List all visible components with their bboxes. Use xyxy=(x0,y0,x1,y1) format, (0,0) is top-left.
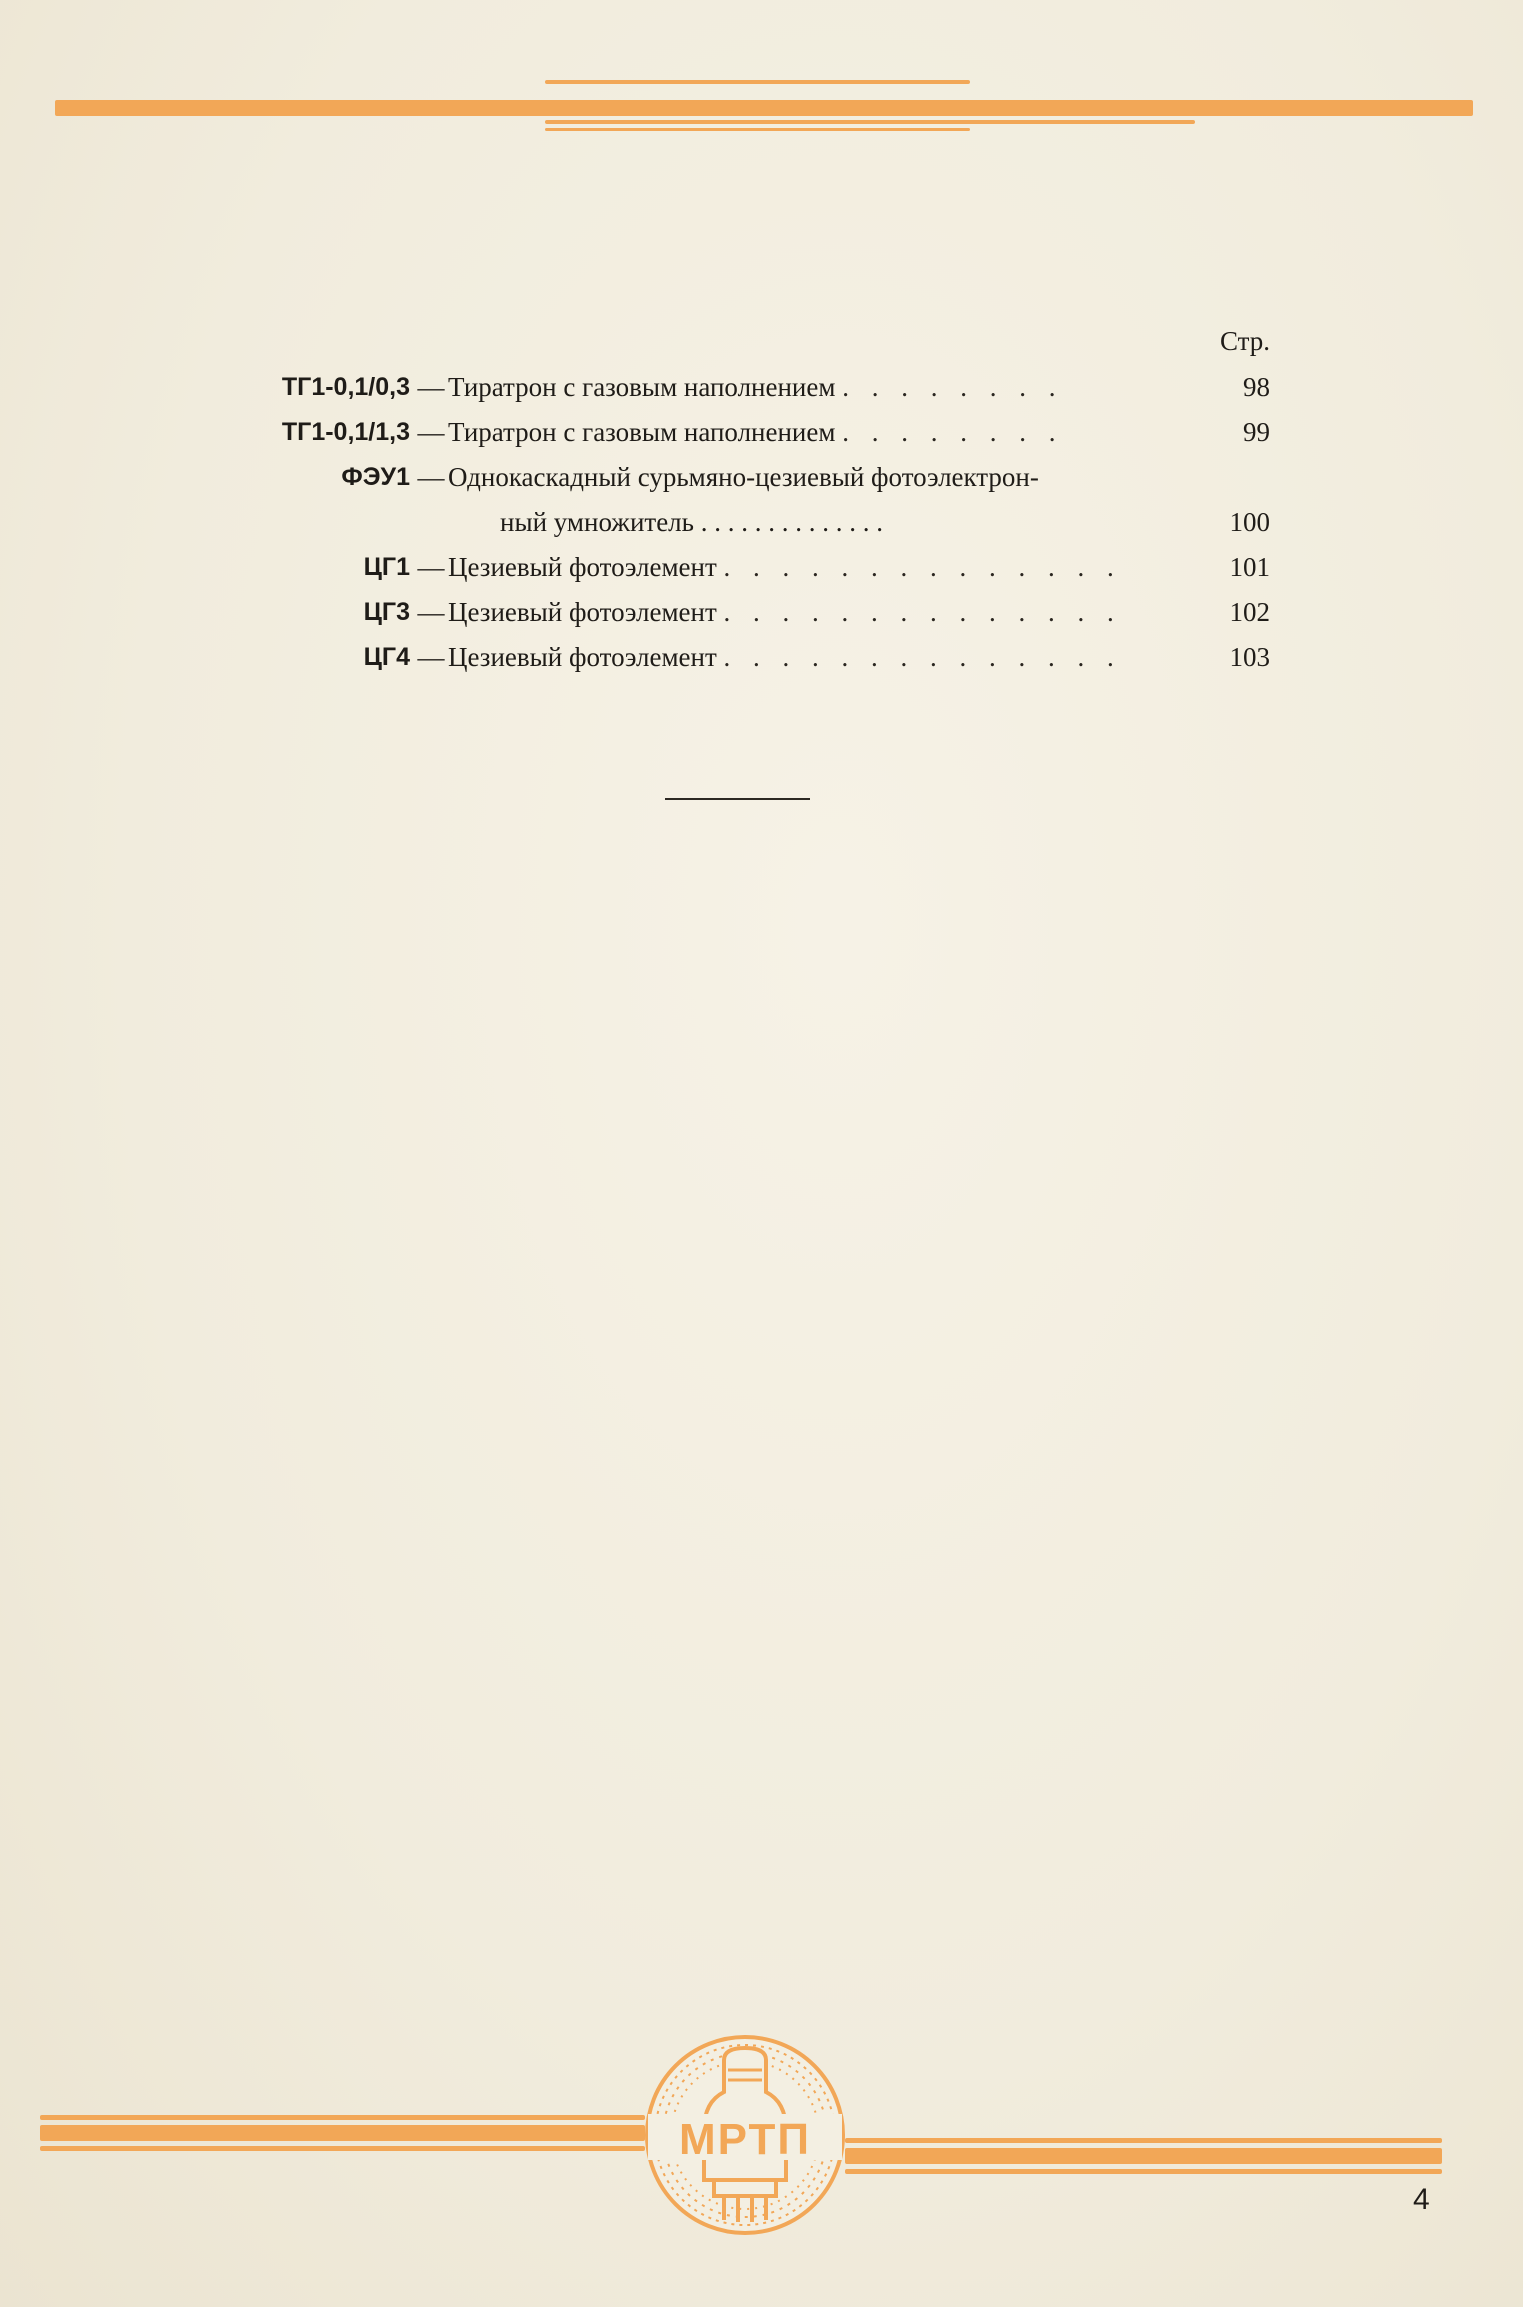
tube-code: ТГ1-0,1/0,3 xyxy=(281,373,410,401)
toc-entry xyxy=(230,455,1270,545)
tube-code: ТГ1-0,1/1,3 xyxy=(281,418,410,446)
toc-entry xyxy=(230,545,1270,590)
toc-entry xyxy=(230,365,1270,410)
bottom-band-right-thick xyxy=(845,2148,1442,2164)
tube-code: ЦГ4 xyxy=(363,643,410,671)
entry-title: Тиратрон с газовым наполнением . . . . . . . . xyxy=(448,417,1064,447)
vacuum-tube-emblem-icon xyxy=(640,2030,850,2240)
entry-page-number: 100 xyxy=(1229,507,1270,537)
leader-dots: . . . . . . . . xyxy=(842,372,1064,402)
bottom-band-right-thin-1 xyxy=(845,2138,1442,2143)
toc-entry xyxy=(230,410,1270,455)
entry-page-number: 98 xyxy=(1243,372,1270,402)
bottom-band-left-thin-2 xyxy=(40,2146,645,2151)
leader-dots: . . . . . . . . . . . . . . xyxy=(700,507,883,537)
section-end-rule xyxy=(665,798,810,800)
entry-title: Цезиевый фотоэлемент . . . . . . . . . . . . . . xyxy=(448,552,1122,582)
entry-dash: — xyxy=(417,417,445,447)
entry-dash: — xyxy=(417,552,445,582)
entry-dash: — xyxy=(417,642,445,672)
entry-title: Цезиевый фотоэлемент . . . . . . . . . . . . . . xyxy=(448,642,1122,672)
page-column-header: Стр. xyxy=(1219,326,1270,356)
entry-title: Тиратрон с газовым наполнением . . . . . . . . xyxy=(448,372,1064,402)
entry-title-continuation: ный умножитель . . . . . . . . . . . . . . xyxy=(500,507,883,537)
top-band-thick xyxy=(55,100,1473,116)
table-of-contents xyxy=(230,320,1270,680)
top-band-thin-lower-1 xyxy=(545,120,1195,124)
entry-title: Цезиевый фотоэлемент . . . . . . . . . . . . . . xyxy=(448,597,1122,627)
emblem-text: МРТП xyxy=(679,2115,811,2164)
top-band-thin-lower-2 xyxy=(545,128,970,131)
tube-code: ЦГ3 xyxy=(363,598,410,626)
entry-dash: — xyxy=(417,372,445,402)
tube-code: ФЭУ1 xyxy=(341,463,410,491)
entry-page-number: 103 xyxy=(1229,642,1270,672)
bottom-band-left-thin-1 xyxy=(40,2115,645,2120)
bottom-band-left-thick xyxy=(40,2125,645,2141)
entry-page-number: 99 xyxy=(1243,417,1270,447)
leader-dots: . . . . . . . . . . . . . . xyxy=(723,597,1122,627)
page-number: 4 xyxy=(1413,2183,1430,2216)
entry-page-number: 102 xyxy=(1229,597,1270,627)
leader-dots: . . . . . . . . . . . . . . xyxy=(723,552,1122,582)
entry-title: Однокаскадный сурьмяно-цезиевый фотоэлектрон- xyxy=(448,462,1039,492)
leader-dots: . . . . . . . . xyxy=(842,417,1064,447)
bottom-band-right-thin-2 xyxy=(845,2169,1442,2174)
toc-entry xyxy=(230,590,1270,635)
toc-entry xyxy=(230,635,1270,680)
entry-page-number: 101 xyxy=(1229,552,1270,582)
entry-dash: — xyxy=(417,597,445,627)
top-band-thin-upper xyxy=(545,80,970,84)
entry-dash: — xyxy=(417,462,445,492)
leader-dots: . . . . . . . . . . . . . . xyxy=(723,642,1122,672)
tube-code: ЦГ1 xyxy=(363,553,410,581)
